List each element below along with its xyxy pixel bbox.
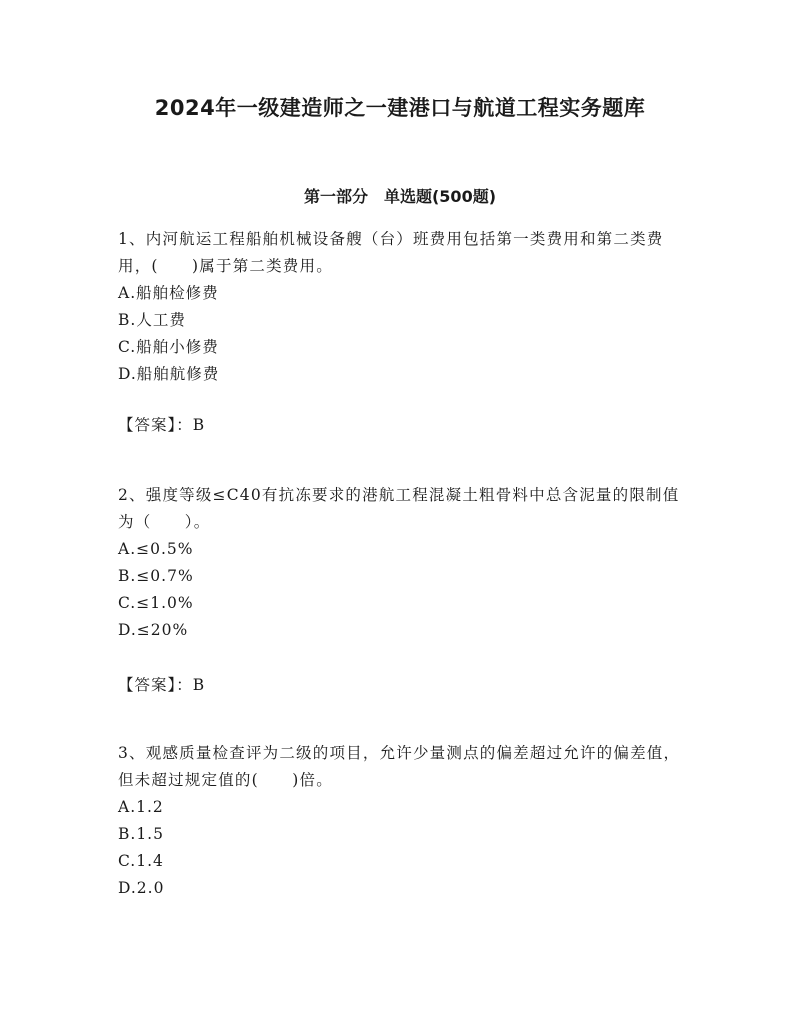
option-a: A.船舶检修费: [118, 284, 219, 302]
question-3: [118, 740, 688, 902]
answer-label: 【答案】：: [118, 416, 193, 434]
option-b: B.≤0.7%: [118, 567, 194, 585]
option-a: A.≤0.5%: [118, 540, 194, 558]
option-a: A.1.2: [118, 798, 164, 816]
option-c: C.船舶小修费: [118, 338, 219, 356]
question-stem: 3、观感质量检查评为二级的项目，允许少量测点的偏差超过允许的偏差值，但未超过规定值的( )倍。: [118, 744, 681, 789]
option-d: D.≤20%: [118, 621, 189, 639]
document-title: 2024年一级建造师之一建港口与航道工程实务题库: [154, 96, 646, 120]
question-stem: 1、内河航运工程船舶机械设备艘（台）班费用包括第一类费用和第二类费用，( )属于第二类费用。: [118, 230, 664, 275]
answer-value: B: [192, 416, 206, 434]
option-d: D.船舶航修费: [118, 365, 220, 383]
question-1: [118, 226, 688, 388]
section-heading: 第一部分 单选题(500题): [303, 187, 497, 206]
answer-1: [118, 412, 205, 439]
option-c: C.1.4: [118, 852, 164, 870]
option-b: B.1.5: [118, 825, 164, 843]
answer-2: [118, 672, 205, 699]
option-c: C.≤1.0%: [118, 594, 194, 612]
answer-value: B: [192, 676, 206, 694]
question-stem: 2、强度等级≤C40有抗冻要求的港航工程混凝土粗骨料中总含泥量的限制值为（ ）。: [118, 486, 680, 531]
question-2: [118, 482, 688, 644]
option-d: D.2.0: [118, 879, 165, 897]
option-b: B.人工费: [118, 311, 186, 329]
answer-label: 【答案】：: [118, 676, 193, 694]
